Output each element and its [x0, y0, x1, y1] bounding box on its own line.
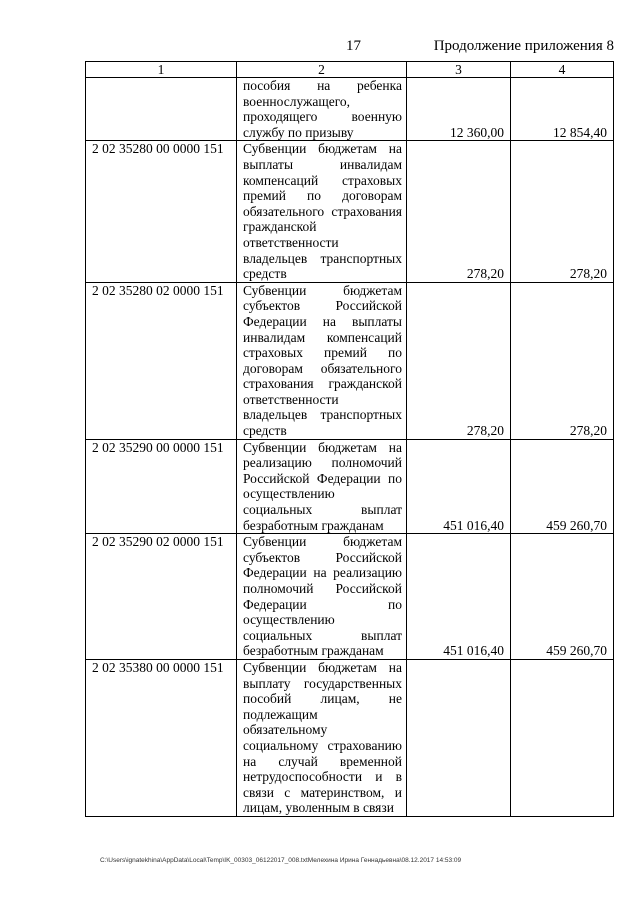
column-header: 2 [237, 62, 407, 78]
description-line: нетрудоспособности и в [243, 769, 402, 785]
description-line: реализацию полномочий [243, 455, 402, 471]
description-line: премий по договорам [243, 188, 402, 204]
description-line: страховых премий по [243, 345, 402, 361]
page-number: 17 [346, 38, 361, 54]
description-line: выплаты инвалидам [243, 156, 402, 172]
table-row [86, 659, 614, 816]
amount-col4-cell [511, 659, 614, 816]
description-line: пособия на ребенка [243, 78, 402, 93]
file-path-footer: C:\Users\ignatekhina\AppData\Local\Temp\IK_00303_06122017_008.txtМелехина Ирина Геннадьевна\08.12.2017 14:53:09 [100, 857, 462, 864]
description-line: на случай временной [243, 753, 402, 769]
budget-code-cell: 2 02 35280 02 0000 151 [86, 282, 237, 439]
description-line: Субвенции бюджетам на [243, 141, 402, 157]
description-line: безработным гражданам [243, 643, 384, 659]
table-row [86, 534, 614, 660]
description-line: Субвенции бюджетам [243, 534, 402, 550]
amount-col4-cell: 12 854,40 [511, 78, 614, 141]
description-line: лицам, уволенным в связи [243, 800, 394, 816]
description-line: субъектов Российской [243, 298, 402, 314]
amount-col3-cell: 451 016,40 [407, 534, 511, 660]
continuation-label: Продолжение приложения 8 [433, 38, 614, 54]
description-line: субъектов Российской [243, 549, 402, 565]
description-line: проходящего военную [243, 109, 402, 125]
description-cell [237, 78, 407, 141]
description-line: Федерации по [243, 596, 402, 612]
description-cell [237, 439, 407, 534]
description-line: Федерации на выплаты [243, 313, 402, 329]
description-line: военнослужащего, [243, 93, 351, 109]
description-line: ответственности [243, 391, 339, 407]
amount-col4-cell: 278,20 [511, 141, 614, 282]
description-cell [237, 659, 407, 816]
table-row [86, 141, 614, 282]
description-cell [237, 141, 407, 282]
description-line: ответственности [243, 234, 339, 250]
column-header: 1 [86, 62, 237, 78]
description-line: полномочий Российской [243, 581, 402, 596]
description-line: средств [243, 423, 287, 439]
description-line: пособий лицам, не [243, 691, 402, 707]
description-line: владельцев транспортных [243, 407, 402, 423]
description-line: социальных выплат [243, 502, 402, 518]
description-line: владельцев транспортных [243, 250, 402, 266]
amount-col3-cell: 12 360,00 [407, 78, 511, 141]
description-line: средств [243, 266, 287, 282]
description-line: Субвенции бюджетам на [243, 659, 402, 675]
amount-col4-cell: 459 260,70 [511, 534, 614, 660]
budget-code-cell: 2 02 35290 02 0000 151 [86, 534, 237, 660]
budget-code-cell: 2 02 35380 00 0000 151 [86, 659, 237, 816]
description-line: безработным гражданам [243, 517, 384, 533]
budget-code-cell: 2 02 35280 00 0000 151 [86, 141, 237, 282]
description-line: страхования гражданской [243, 376, 402, 392]
budget-code-cell [86, 78, 237, 141]
table-row [86, 78, 614, 141]
description-line: обязательному [243, 722, 328, 738]
table-row [86, 282, 614, 439]
table-row [86, 439, 614, 534]
description-line: Субвенции бюджетам [243, 282, 402, 298]
description-line: подлежащим [243, 706, 318, 722]
amount-col3-cell: 451 016,40 [407, 439, 511, 534]
description-cell [237, 282, 407, 439]
description-line: договорам обязательного [243, 360, 402, 376]
description-line: социальных выплат [243, 627, 402, 643]
amount-col4-cell: 459 260,70 [511, 439, 614, 534]
description-line: компенсаций страховых [243, 172, 402, 188]
description-line: службу по призыву [243, 124, 354, 140]
description-cell [237, 534, 407, 660]
description-line: Российской Федерации по [243, 470, 402, 486]
description-line: выплату государственных [243, 675, 402, 691]
budget-code-cell: 2 02 35290 00 0000 151 [86, 439, 237, 534]
description-line: связи с материнством, и [243, 784, 402, 800]
appendix-table [85, 61, 614, 817]
description-line: обязательного страхования [243, 203, 402, 219]
amount-col4-cell: 278,20 [511, 282, 614, 439]
description-line: инвалидам компенсаций [243, 329, 402, 345]
amount-col3-cell: 278,20 [407, 282, 511, 439]
amount-col3-cell: 278,20 [407, 141, 511, 282]
column-header: 3 [407, 62, 511, 78]
description-line: осуществлению [243, 612, 335, 628]
description-line: Субвенции бюджетам на [243, 439, 402, 455]
column-header: 4 [511, 62, 614, 78]
description-line: осуществлению [243, 486, 335, 502]
column-header-row [86, 62, 614, 78]
description-line: социальному страхованию [243, 737, 402, 753]
description-line: Федерации на реализацию [243, 565, 402, 581]
description-line: гражданской [243, 219, 317, 235]
amount-col3-cell [407, 659, 511, 816]
